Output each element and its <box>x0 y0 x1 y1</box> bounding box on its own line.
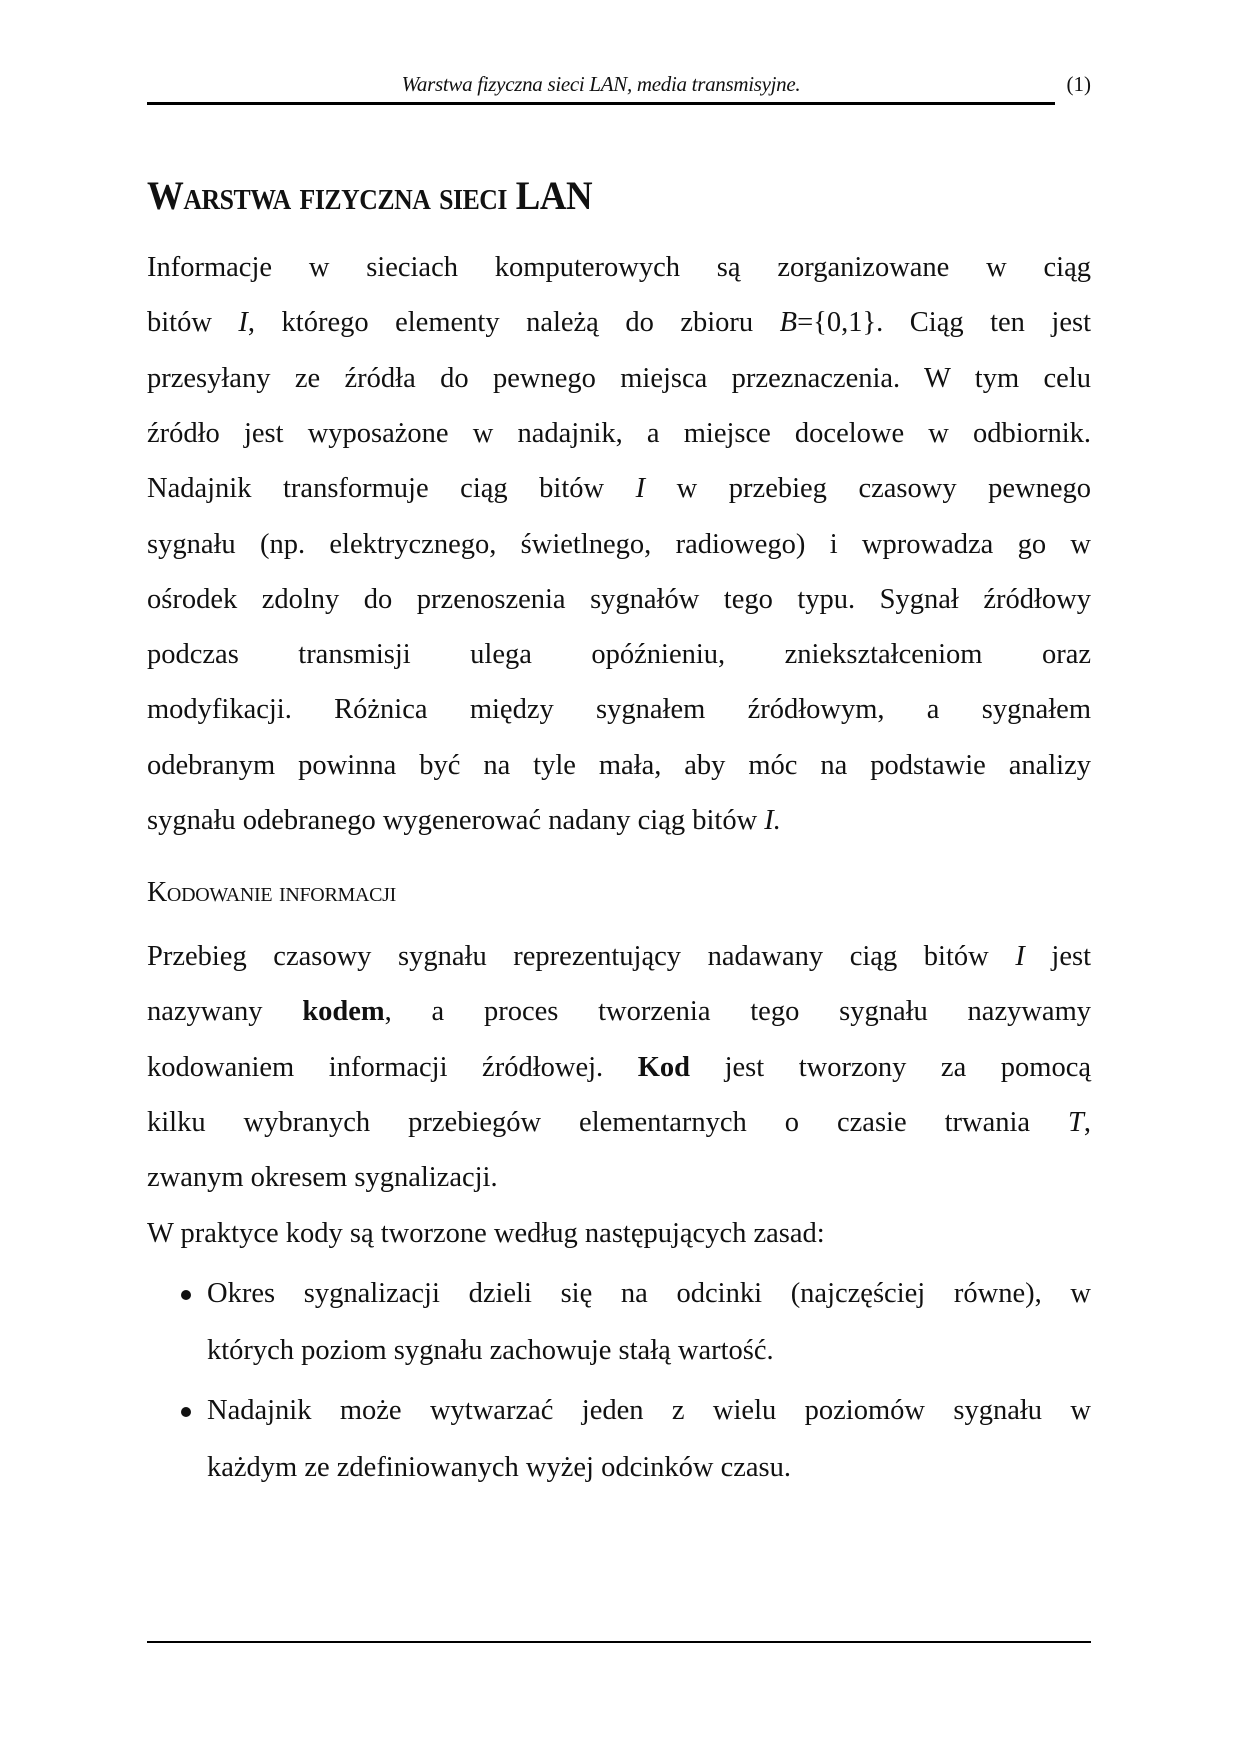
text-segment: sygnału (np. elektrycznego, świetlnego, radiowego) i wprowadza go w <box>147 528 1091 560</box>
text-line <box>207 1394 1091 1428</box>
text-line <box>147 1051 1091 1085</box>
text-segment: nazywany <box>147 996 303 1028</box>
text-line <box>147 1161 1091 1195</box>
text-segment: Nadajnik transformuje ciąg bitów <box>147 473 636 505</box>
bullet-icon <box>181 1407 191 1417</box>
text-line <box>147 417 1091 451</box>
header-divider <box>147 102 1055 105</box>
text-segment: Okres sygnalizacji dzieli się na odcinki (najczęściej równe), w <box>207 1278 1091 1309</box>
text-line <box>147 638 1091 672</box>
italic-symbol: I <box>635 473 646 505</box>
text-line <box>147 693 1091 727</box>
text-segment: jest tworzony za pomocą <box>690 1051 1092 1083</box>
text-segment: kodowaniem informacji źródłowej. <box>147 1051 638 1083</box>
text-line <box>207 1277 1091 1311</box>
text-segment: w przebieg czasowy pewnego <box>645 473 1091 505</box>
text-segment: kilku wybranych przebiegów elementarnych o czasie trwania <box>147 1106 1069 1138</box>
text-segment: , <box>1083 1106 1091 1138</box>
bold-term: Kod <box>637 1051 690 1083</box>
text-segment: których poziom sygnału zachowuje stałą wartość. <box>207 1335 774 1366</box>
text-line <box>147 362 1091 396</box>
italic-symbol: T <box>1068 1106 1084 1138</box>
text-segment: bitów <box>147 307 239 339</box>
text-line <box>147 749 1091 783</box>
text-segment: Nadajnik może wytwarzać jeden z wielu poziomów sygnału w <box>207 1395 1091 1426</box>
page-number: (1) <box>1066 72 1091 96</box>
italic-symbol: I. <box>764 805 781 836</box>
text-line <box>147 251 1091 285</box>
text-line <box>207 1334 1091 1368</box>
text-segment: W praktyce kody są tworzone według następujących zasad: <box>147 1217 825 1249</box>
text-segment: Przebieg czasowy sygnału reprezentujący nadawany ciąg bitów <box>147 941 1016 972</box>
text-segment: podczas transmisji ulega opóźnieniu, zniekształceniom oraz <box>147 639 1091 671</box>
text-line <box>147 995 1091 1029</box>
text-line <box>147 1106 1091 1140</box>
text-line <box>147 472 1091 506</box>
section-title: Warstwa fizyczna sieci LAN <box>147 173 593 218</box>
running-header-title: Warstwa fizyczna sieci LAN, media transmisyjne. <box>401 72 801 96</box>
text-line <box>207 1451 1091 1485</box>
text-segment: zwanym okresem sygnalizacji. <box>147 1162 498 1194</box>
text-segment: modyfikacji. Różnica między sygnałem źródłowym, a sygnałem <box>147 694 1091 726</box>
text-segment: sygnału odebranego wygenerować nadany ciąg bitów <box>147 805 765 836</box>
bold-term: kodem <box>302 996 385 1028</box>
text-line <box>147 1217 1091 1251</box>
text-segment: ośrodek zdolny do przenoszenia sygnałów tego typu. Sygnał źródłowy <box>147 583 1091 615</box>
text-line <box>147 528 1091 562</box>
text-line <box>147 940 1091 974</box>
text-segment: , którego elementy należą do zbioru <box>247 307 780 339</box>
text-segment: ={0,1}. Ciąg ten jest <box>797 307 1091 339</box>
text-segment: przesyłany ze źródła do pewnego miejsca przeznaczenia. W tym celu <box>147 362 1091 394</box>
footer-divider <box>147 1641 1091 1643</box>
italic-symbol: I <box>238 307 248 339</box>
text-segment: , a proces tworzenia tego sygnału nazywamy <box>384 996 1091 1028</box>
text-segment: odebranym powinna być na tyle mała, aby móc na podstawie analizy <box>147 749 1091 781</box>
italic-symbol: I <box>1015 941 1025 972</box>
text-line <box>147 804 1091 838</box>
subsection-title: Kodowanie informacji <box>147 877 396 908</box>
text-segment: Informacje w sieciach komputerowych są zorganizowane w ciąg <box>147 252 1091 283</box>
text-segment: jest <box>1024 941 1092 972</box>
text-segment: źródło jest wyposażone w nadajnik, a miejsce docelowe w odbiornik. <box>147 417 1091 449</box>
italic-symbol: B <box>779 307 798 339</box>
text-line <box>147 306 1091 340</box>
text-line <box>147 583 1091 617</box>
bullet-icon <box>181 1290 191 1300</box>
text-segment: każdym ze zdefiniowanych wyżej odcinków czasu. <box>207 1452 792 1483</box>
